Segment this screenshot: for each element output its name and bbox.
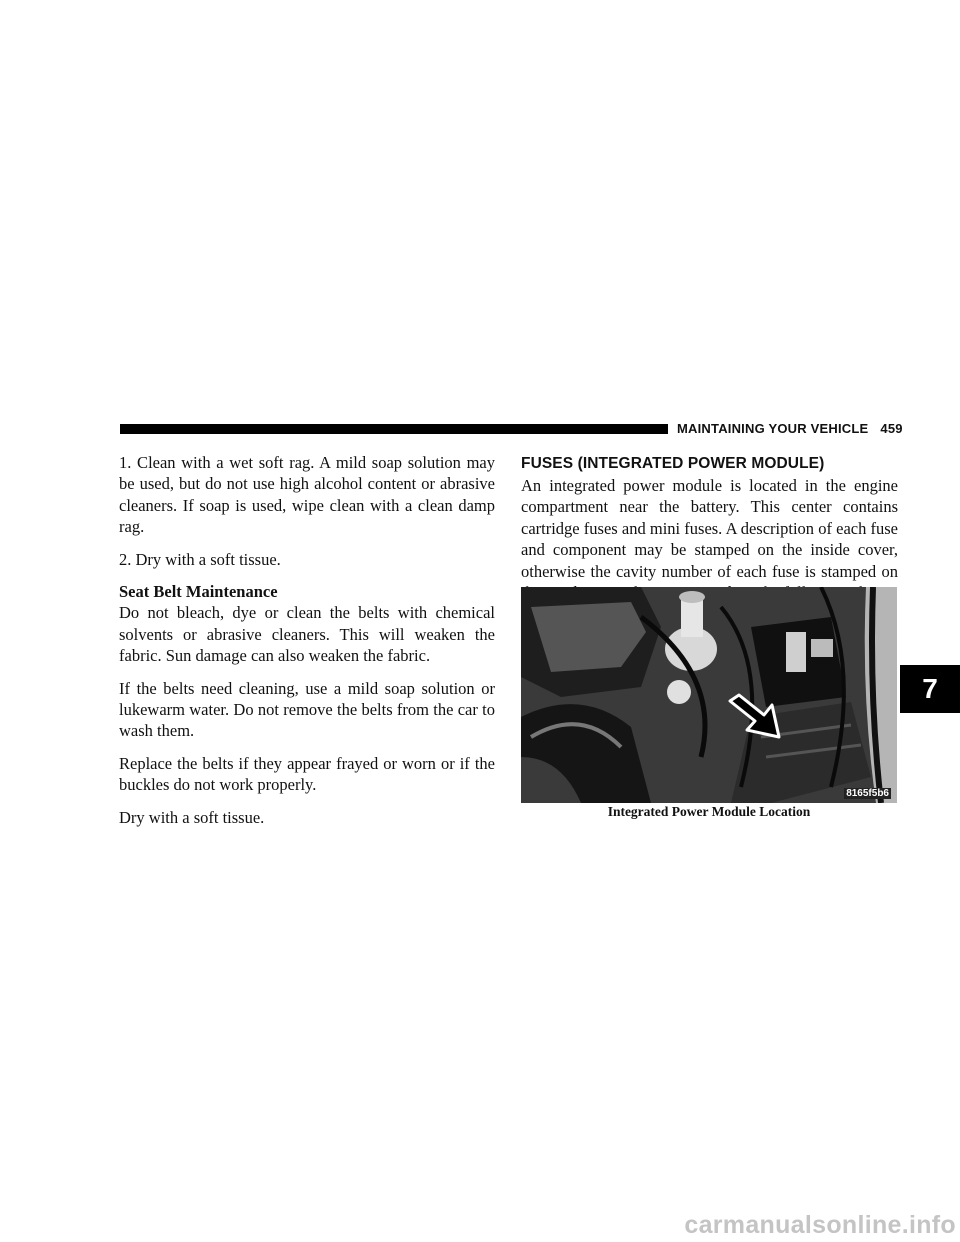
figure-code: 8165f5b6 (846, 788, 889, 799)
seat-belt-para-3: Replace the belts if they appear frayed or worn or if the buckles do not work properly. (119, 753, 495, 795)
header-rule (120, 424, 668, 434)
engine-compartment-photo (521, 587, 897, 803)
chapter-tab: 7 (900, 665, 960, 713)
figure-caption: Integrated Power Module Location (607, 804, 811, 819)
section-title: MAINTAINING YOUR VEHICLE (677, 421, 869, 436)
right-column (521, 452, 898, 603)
fuses-heading: FUSES (INTEGRATED POWER MODULE) (521, 455, 825, 472)
running-header (677, 420, 903, 438)
seat-belt-heading: Seat Belt Maintenance (119, 582, 278, 602)
step-2: 2. Dry with a soft tissue. (119, 549, 281, 569)
seat-belt-para-2: If the belts need cleaning, use a mild soap solution or lukewarm water. Do not remove the belts from the car to wash them. (119, 678, 495, 741)
step-1: 1. Clean with a wet soft rag. A mild soap solution may be used, but do not use high alcohol content or abrasive cleaners. If soap is used, wipe clean with a clean damp rag. (119, 453, 495, 537)
page-number: 459 (880, 421, 903, 436)
seat-belt-para-4: Dry with a soft tissue. (119, 807, 265, 827)
left-column (119, 452, 495, 839)
seat-belt-para-1: Do not bleach, dye or clean the belts with chemical solvents or abrasive cleaners. This will weaken the fabric. Sun damage can also weaken the fabric. (119, 603, 495, 666)
watermark: carmanualsonline.info (684, 1211, 956, 1239)
fuses-body: An integrated power module is located in the engine compartment near the battery. This center contains cartridge fuses and mini fuses. A description of each fuse and component may be stamped on the inside cover, otherwise the cavity number of each fuse is stamped on (521, 476, 898, 581)
engine-illustration (521, 587, 897, 803)
